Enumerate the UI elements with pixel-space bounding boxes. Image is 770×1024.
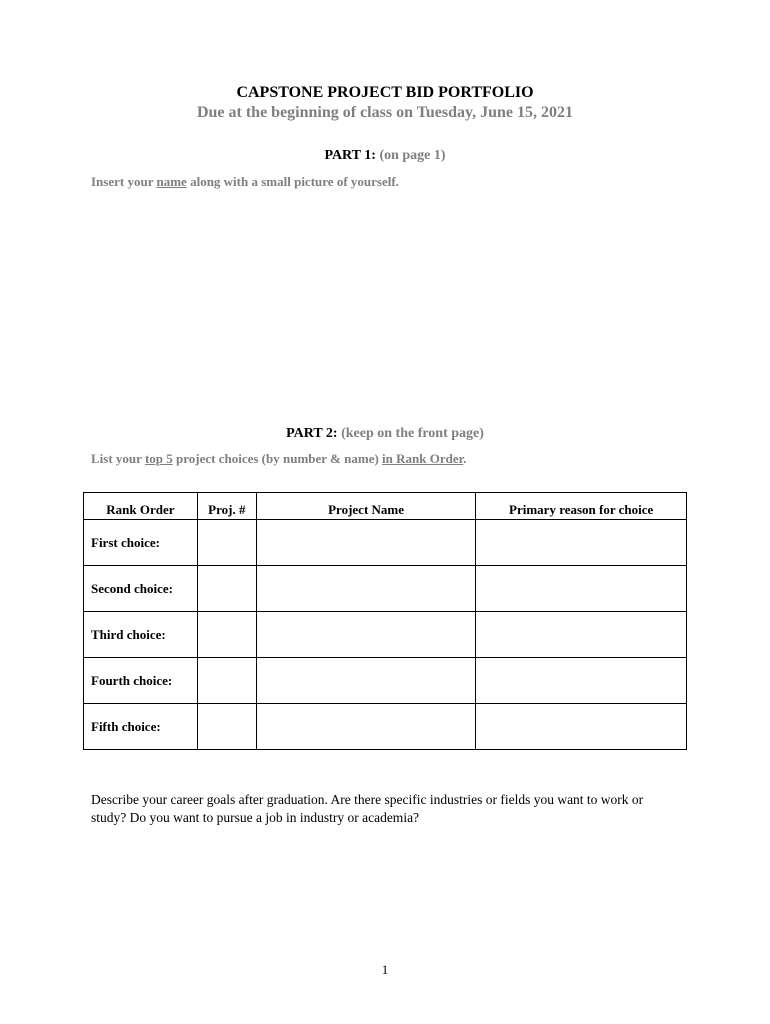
project-name-cell[interactable] <box>256 704 476 750</box>
project-bid-table <box>83 492 687 750</box>
project-name-cell[interactable] <box>256 612 476 658</box>
career-goals-question: Describe your career goals after graduation. Are there specific industries or fields you want to work or study? Do you want to pursue a job in industry or academia? <box>91 792 644 825</box>
part2-label: PART 2: <box>286 426 338 441</box>
table-row <box>84 566 687 612</box>
rank-label: Third choice: <box>84 612 198 658</box>
reason-cell[interactable] <box>476 612 687 658</box>
header-project-number: Proj. # <box>197 493 256 520</box>
part2-instruction <box>91 451 466 467</box>
part1-instr-post: along with a small picture of yourself. <box>186 174 399 189</box>
part2-instr-post: . <box>463 451 467 466</box>
table-row <box>84 520 687 566</box>
header-rank-order: Rank Order <box>84 493 198 520</box>
project-number-cell[interactable] <box>197 520 256 566</box>
project-number-cell[interactable] <box>197 566 256 612</box>
part1-instr-pre: Insert your <box>91 174 157 189</box>
reason-cell[interactable] <box>476 566 687 612</box>
due-date: Due at the beginning of class on Tuesday, June 15, 2021 <box>196 104 574 121</box>
rank-label: Second choice: <box>84 566 198 612</box>
reason-cell[interactable] <box>476 704 687 750</box>
part1-heading <box>0 148 770 164</box>
table-row <box>84 612 687 658</box>
project-number-cell[interactable] <box>197 704 256 750</box>
project-name-cell[interactable] <box>256 658 476 704</box>
part2-note: (keep on the front page) <box>341 426 484 441</box>
project-number-cell[interactable] <box>197 658 256 704</box>
part1-instruction <box>91 174 399 190</box>
table-header-row <box>84 493 687 520</box>
table-row <box>84 658 687 704</box>
rank-label: Fifth choice: <box>84 704 198 750</box>
header-primary-reason: Primary reason for choice <box>476 493 687 520</box>
part2-instr-pre: List your <box>91 451 145 466</box>
header-project-name: Project Name <box>256 493 476 520</box>
reason-cell[interactable] <box>476 658 687 704</box>
project-name-cell[interactable] <box>256 566 476 612</box>
part2-instr-rank-order: in Rank Order <box>382 451 464 466</box>
part1-label: PART 1: <box>324 148 376 163</box>
part2-heading <box>0 426 770 442</box>
table-row <box>84 704 687 750</box>
reason-cell[interactable] <box>476 520 687 566</box>
part2-instr-top5: top 5 <box>144 451 173 466</box>
part1-note: (on page 1) <box>379 148 446 163</box>
part1-instr-name: name <box>156 174 187 189</box>
part2-instr-mid: project choices (by number & name) <box>172 451 383 466</box>
project-name-cell[interactable] <box>256 520 476 566</box>
document-title: CAPSTONE PROJECT BID PORTFOLIO <box>236 84 534 101</box>
project-number-cell[interactable] <box>197 612 256 658</box>
page-number: 1 <box>381 962 389 977</box>
rank-label: Fourth choice: <box>84 658 198 704</box>
rank-label: First choice: <box>84 520 198 566</box>
